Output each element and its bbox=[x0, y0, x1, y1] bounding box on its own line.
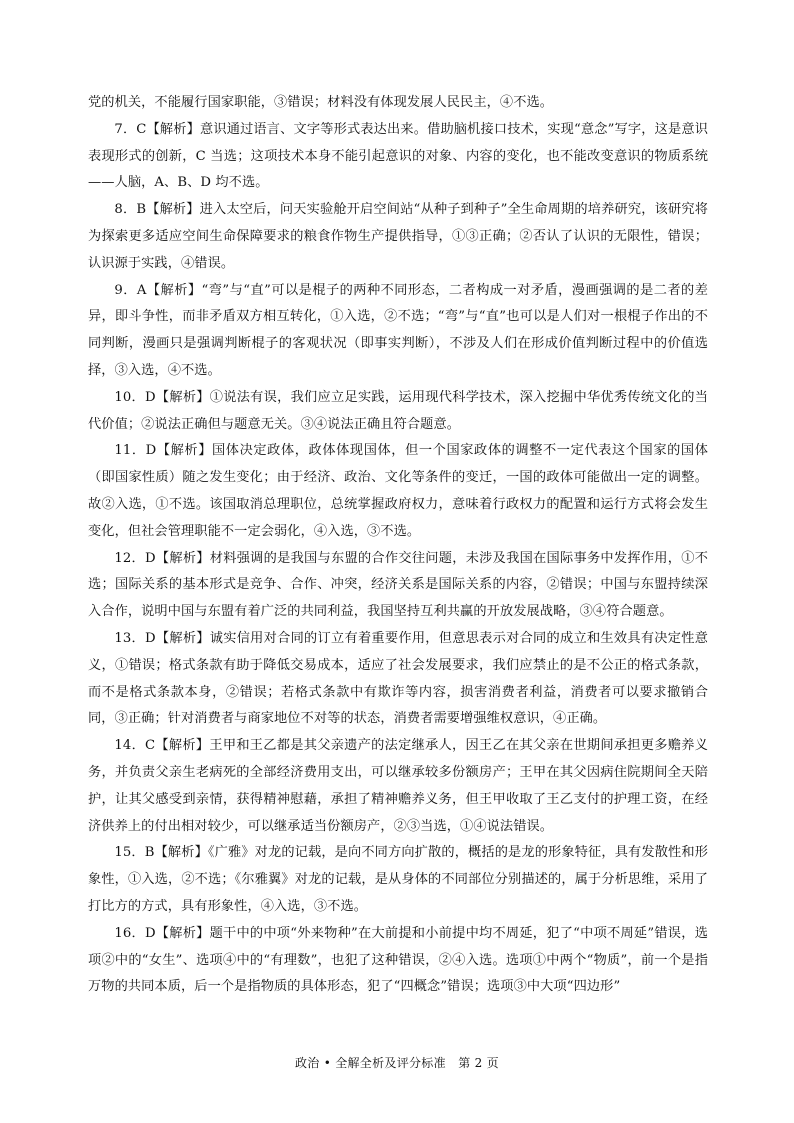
answer-10: 10．D【解析】①说法有误，我们应立足实践，运用现代科学技术，深入挖掘中华优秀传统文化的当代价值；②说法正确但与题意无关。③④说法正确且符合题意。 bbox=[88, 389, 708, 432]
paragraph-continuation: 党的机关，不能履行国家职能，③错误；材料没有体现发展人民民主，④不选。 bbox=[88, 95, 554, 110]
answer-15: 15．B【解析】《广雅》对龙的记载，是向不同方向扩散的，概括的是龙的形象特征，具有发散性和形象性，①入选，②不选；《尔雅翼》对龙的记载，是从身体的不同部位分别描述的，属于分析思维，采用了打比方的方式，具有形象性，④入选，③不选。 bbox=[88, 845, 708, 914]
answer-12: 12．D【解析】材料强调的是我国与东盟的合作交往问题，未涉及我国在国际事务中发挥作用，①不选；国际关系的基本形式是竞争、合作、冲突，经济关系是国际关系的内容，②错误；中国与东盟持续深入合作，说明中国与东盟有着广泛的共同利益，我国坚持互利共赢的开放发展战略，③④符合题意。 bbox=[88, 550, 708, 620]
document-body bbox=[88, 90, 708, 1001]
answer-14: 14．C【解析】王甲和王乙都是其父亲遗产的法定继承人，因王乙在其父亲在世期间承担更多赡养义务，并负责父亲生老病死的全部经济费用支出，可以继承较多份额房产；王甲在其父因病住院期间全天陪护，让其父感受到亲情，获得精神慰藉，承担了精神赡养义务，但王甲收取了王乙支付的护理工资，在经济供养上的付出相对较少，可以继承适当份额房产，②③当选，①④说法错误。 bbox=[88, 738, 708, 834]
answer-7: 7．C【解析】意识通过语言、文字等形式表达出来。借助脑机接口技术，实现“意念”写字，这是意识表现形式的创新，C 当选；这项技术本身不能引起意识的对象、内容的变化，也不能改变意识的物质系统——人脑，A、B、D 均不选。 bbox=[88, 121, 708, 191]
answer-16: 16．D【解析】题干中的中项“外来物种”在大前提和小前提中均不周延，犯了“中项不周延”错误，选项②中的“女生”、选项④中的“有理数”，也犯了这种错误，②④入选。选项①中两个“物质”，前一个是指万物的共同本质，后一个是指物质的具体形态，犯了“四概念”错误；选项③中大项“四边形” bbox=[88, 925, 708, 995]
answer-13: 13．D【解析】诚实信用对合同的订立有着重要作用，但意思表示对合同的成立和生效具有决定性意义，①错误；格式条款有助于降低交易成本，适应了社会发展要求，我们应禁止的是不公正的格式条款，而不是格式条款本身，②错误；若格式条款中有欺诈等内容，损害消费者利益，消费者可以要求撤销合同，③正确；针对消费者与商家地位不对等的状态，消费者需要增强维权意识，④正确。 bbox=[88, 630, 708, 727]
answer-8: 8．B【解析】进入太空后，问天实验舱开启空间站“从种子到种子”全生命周期的培养研究，该研究将为探索更多适应空间生命保障要求的粮食作物生产提供指导，①③正确；②否认了认识的无限性，错误；认识源于实践，④错误。 bbox=[88, 202, 708, 271]
answer-11: 11．D【解析】国体决定政体，政体体现国体，但一个国家政体的调整不一定代表这个国家的国体（即国家性质）随之发生变化；由于经济、政治、文化等条件的变迁，一国的政体可能做出一定的调整。故②入选，①不选。该国取消总理职位，总统掌握政府权力，意味着行政权力的配置和运行方式将会发生变化，但社会管理职能不一定会弱化，④入选，③不选。 bbox=[88, 443, 708, 539]
answer-9: 9．A【解析】“弯”与“直”可以是棍子的两种不同形态，二者构成一对矛盾，漫画强调的是二者的差异，即斗争性，而非矛盾双方相互转化，①入选，②不选；“弯”与“直”也可以是人们对一根棍子作出的不同判断，漫画只是强调判断棍子的客观状况（即事实判断），不涉及人们在形成价值判断过程中的价值选择，③入选，④不选。 bbox=[88, 282, 708, 378]
page-footer: 政治 • 全解全析及评分标准 第 2 页 bbox=[295, 1056, 499, 1070]
